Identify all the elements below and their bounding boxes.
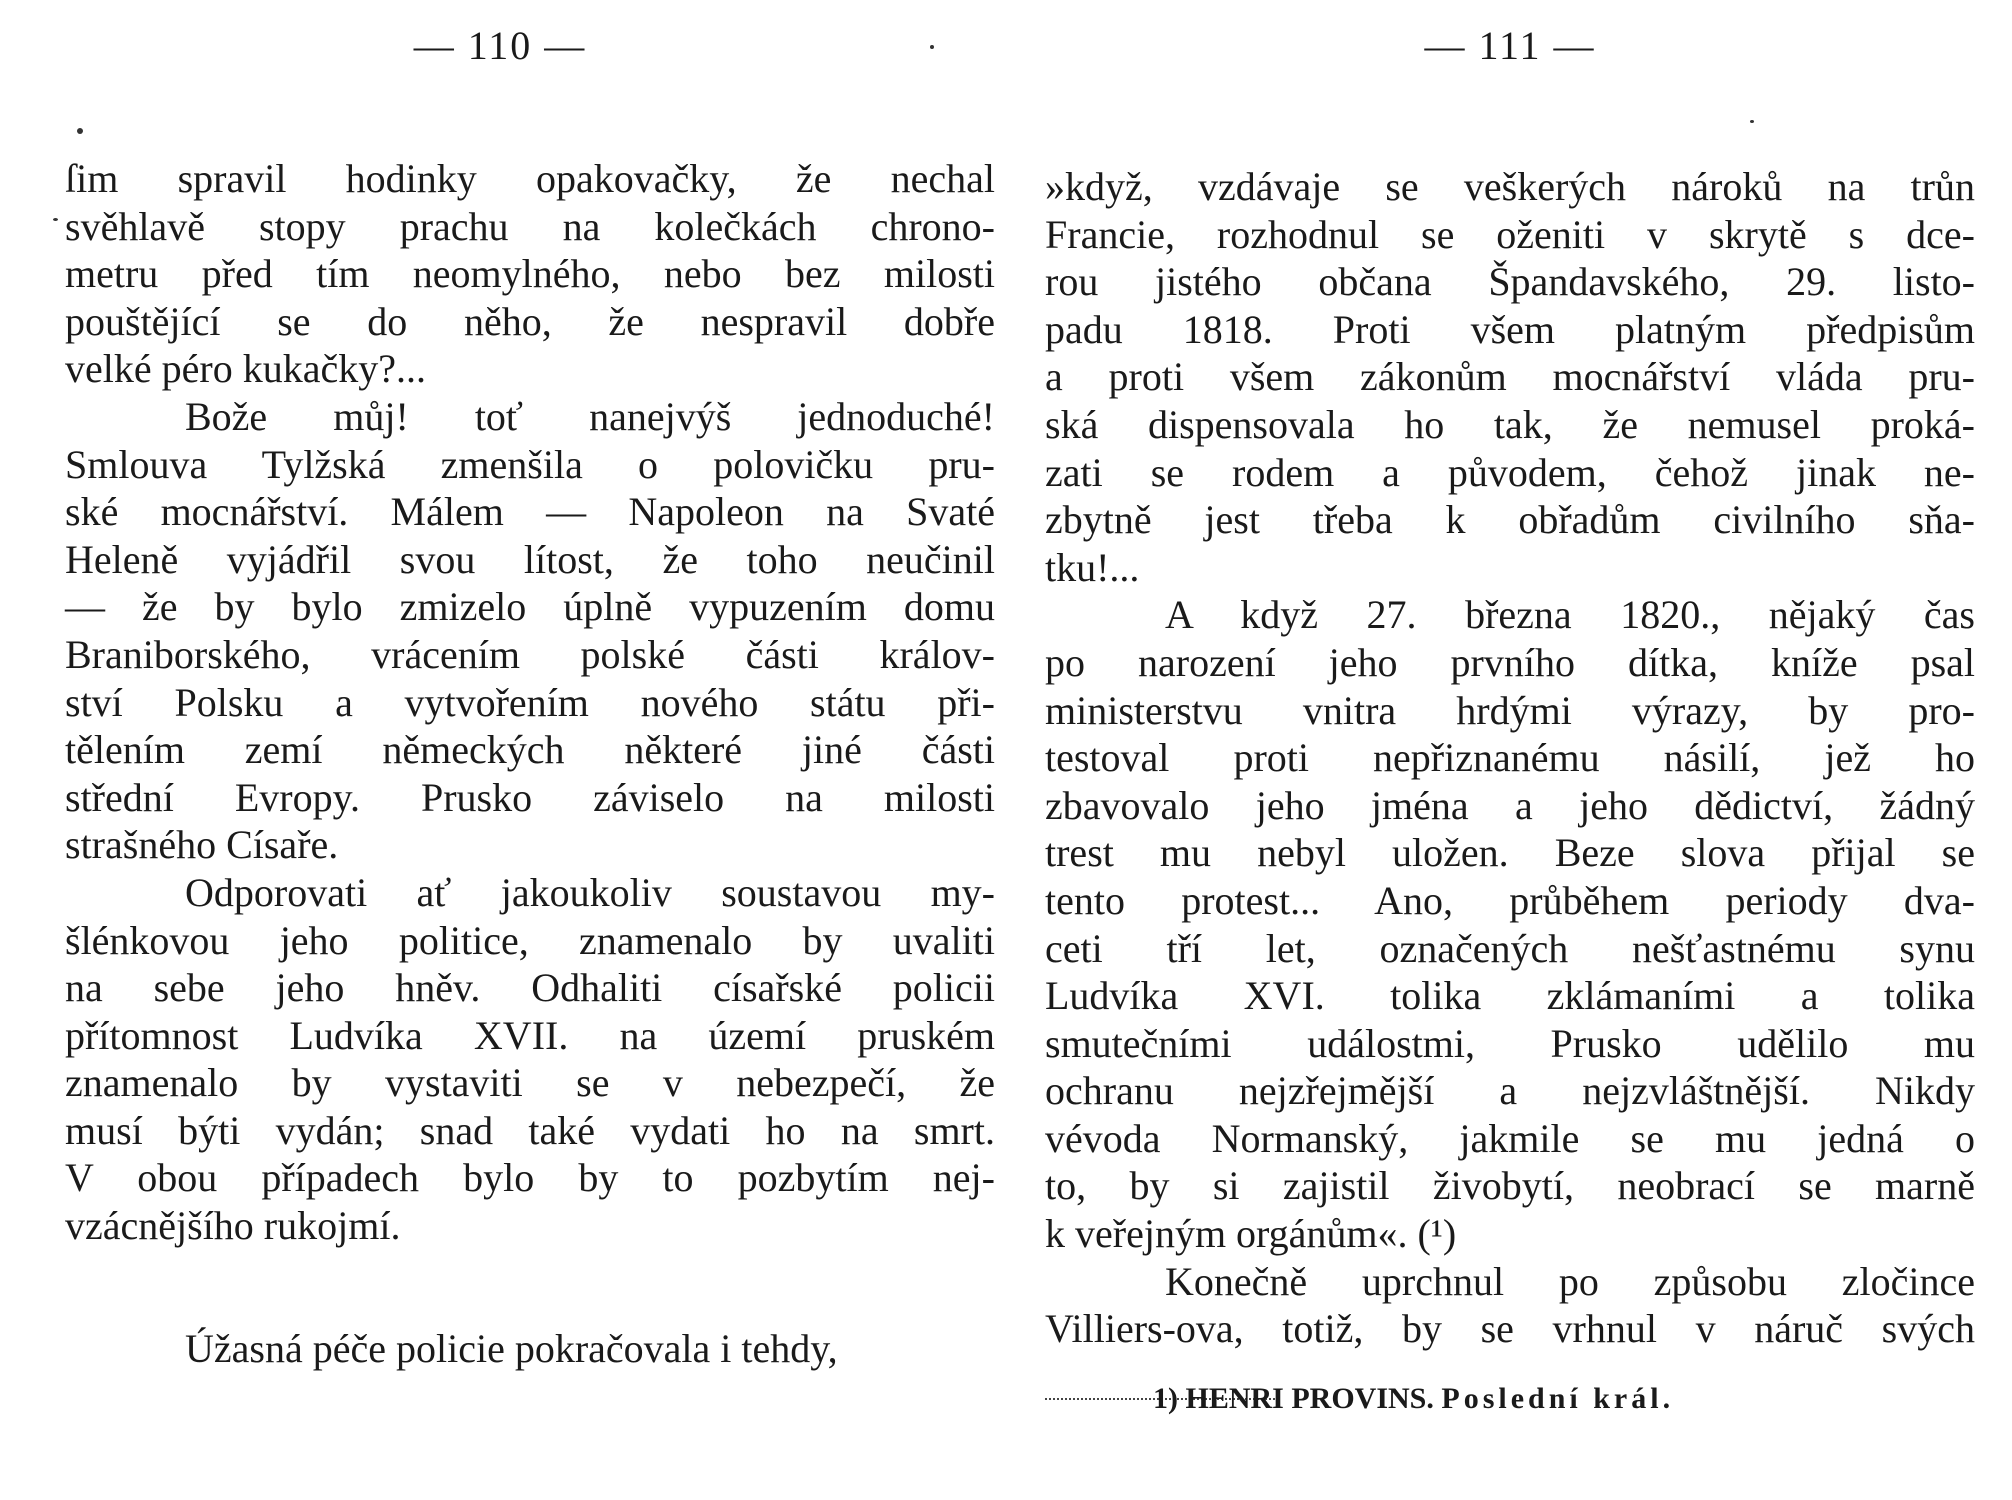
text-line: Konečně uprchnul po způsobu zločince [1165,1258,1975,1304]
text-line: vévoda Normanský, jakmile se mu jedná o [1045,1115,1975,1161]
text-line: ſim spravil hodinky opakovačky, že nechal [65,156,995,201]
text-line: ství Polsku a vytvořením nového státu při- [65,679,995,725]
text-line: Heleně vyjádřil svou lítost, že toho neučinil [65,536,995,582]
footnote-title: Poslední král. [1441,1382,1675,1415]
text-line: musí býti vydán; snad také vydati ho na smrt. [65,1107,995,1153]
footnote-marker: 1) [1153,1382,1178,1415]
text-line: velké péro kukačky?... [65,346,426,392]
text-line: tělením zemí německých některé jiné části [65,727,995,773]
text-line: padu 1818. Proti všem platným předpisům [1045,306,1975,352]
scan-speck [1750,120,1754,123]
text-line: to, by si zajistil živobytí, neobrací se marně [1045,1163,1975,1209]
text-line: »když, vzdávaje se veškerých nároků na trůn [1045,164,1975,209]
text-line: znamenalo by vystaviti se v nebezpečí, že [65,1060,995,1106]
text-line: Bože můj! toť nanejvýš jednoduché! [185,393,995,439]
text-line: zati se rodem a původem, čehož jinak ne- [1045,449,1975,495]
text-line: Odporovati ať jakoukoliv soustavou my- [185,869,995,915]
text-line: trest mu nebyl uložen. Beze slova přijal se [1045,830,1975,876]
text-line: zbytně jest třeba k obřadům civilního sňa- [1045,497,1975,543]
text-line: strašného Císaře. [65,822,339,868]
text-line: Villiers-ova, totiž, by se vrhnul v náruč svých [1045,1306,1975,1352]
text-line: testoval proti nepřiznanému násilí, jež ho [1045,735,1975,781]
text-line: pouštějící se do něho, že nespravil dobře [65,298,995,344]
text-line: přítomnost Ludvíka XVII. na území pruském [65,1012,995,1058]
text-line: ceti tří let, označených nešťastnému synu [1045,925,1975,971]
left-page [65,0,995,1500]
text-line: a proti všem zákonům mocnářství vláda pru- [1045,354,1975,400]
left-page-text [65,155,995,1250]
right-page-number: — 111 — [1424,23,1596,68]
text-line: A když 27. března 1820., nějaký čas [1165,592,1975,638]
text-line: tento protest... Ano, průběhem periody dva- [1045,877,1975,923]
text-line: vzácnějšího rukojmí. [65,1203,401,1249]
text-line: ské mocnářství. Málem — Napoleon na Svaté [65,489,995,535]
scan-speck [53,218,58,221]
text-line: po narození jeho prvního dítka, kníže psal [1045,639,1975,685]
text-line: na sebe jeho hněv. Odhaliti císařské policii [65,965,995,1011]
scan-speck [930,45,934,49]
text-line: k veřejným orgánům«. (¹) [1045,1211,1457,1257]
text-line: šlénkovou jeho politice, znamenalo by uvaliti [65,917,995,963]
text-line: střední Evropy. Prusko záviselo na milosti [65,774,995,820]
text-line: V obou případech bylo by to pozbytím nej- [65,1155,995,1201]
text-line: tku!... [1045,544,1140,590]
left-page-number: — 110 — [413,23,587,68]
text-line: ochranu nejzřejmější a nejzvláštnější. Nikdy [1045,1068,1975,1114]
text-line: zbavovalo jeho jména a jeho dědictví, žádný [1045,782,1975,828]
text-line: Smlouva Tylžská zmenšila o polovičku pru- [65,441,995,487]
text-line: rou jistého občana Špandavského, 29. listo- [1045,259,1975,305]
text-line: metru před tím neomylného, nebo bez milosti [65,251,995,297]
text-line: svěhlavě stopy prachu na kolečkách chrono- [65,203,995,249]
text-line: ministerstvu vnitra hrdými výrazy, by pro- [1045,687,1975,733]
text-line: smutečními událostmi, Prusko udělilo mu [1045,1020,1975,1066]
text-line: Francie, rozhodnul se oženiti v skrytě s dce- [1045,211,1975,257]
right-page [1045,0,1975,1500]
footnote [1153,1382,1674,1416]
text-line: — že by bylo zmizelo úplně vypuzením domu [65,584,995,630]
text-line: Braniborského, vrácením polské části králov- [65,631,995,677]
text-line: Ludvíka XVI. tolika zklámaními a tolika [1045,973,1975,1019]
continuation-line: Úžasná péče policie pokračovala i tehdy, [185,1326,838,1371]
right-page-text [1045,163,1975,1353]
footnote-author: HENRI PROVINS. [1185,1382,1434,1415]
text-line: ská dispensovala ho tak, že nemusel proká- [1045,401,1975,447]
scan-speck [77,128,83,134]
